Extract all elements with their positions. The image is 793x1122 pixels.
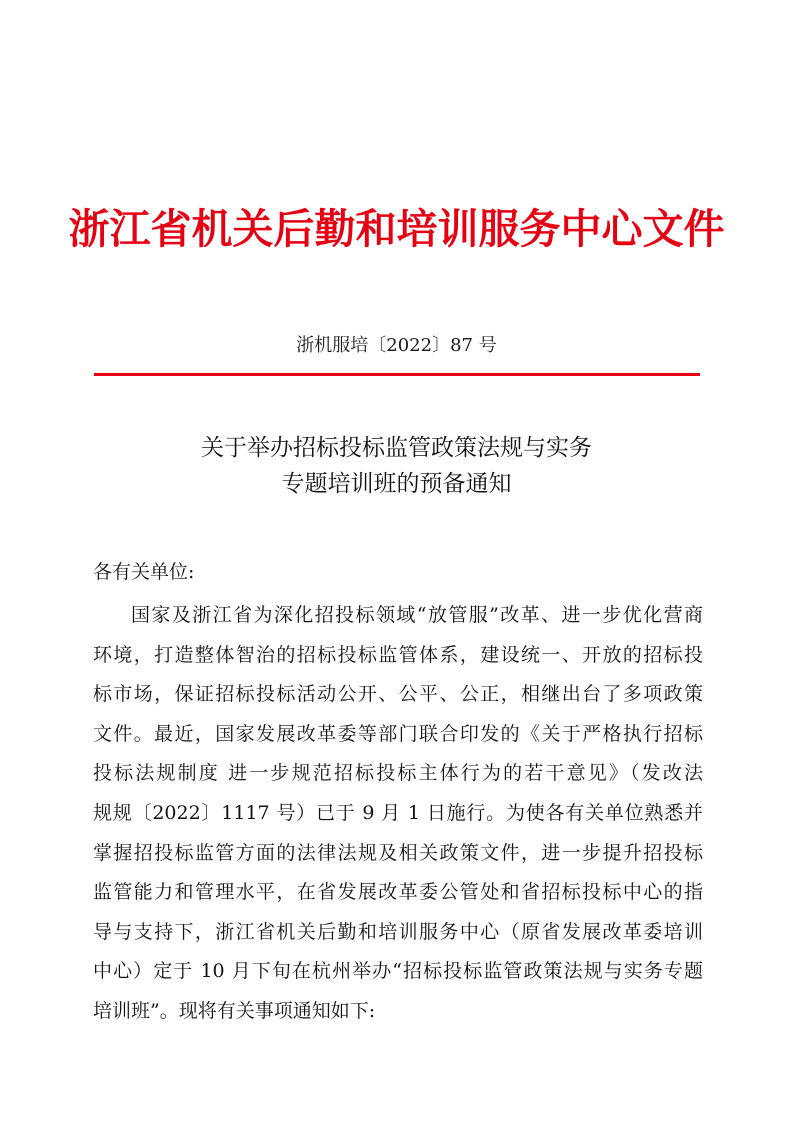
body-line: 文件。最近，国家发展改革委等部门联合印发的《关于严格执行招标 [93, 722, 703, 745]
body-line: 培训班”。现将有关事项通知如下: [93, 999, 376, 1022]
subject-line-2: 专题培训班的预备通知 [281, 471, 512, 497]
body-paragraph [93, 596, 703, 1032]
notice-subject [0, 430, 793, 502]
body-line: 环境，打造整体智治的招标投标监管体系，建设统一、开放的招标投 [93, 643, 703, 666]
body-line: 中心）定于 10 月下旬在杭州举办“招标投标监管政策法规与实务专题 [93, 960, 703, 983]
body-line: 掌握招投标监管方面的法律法规及相关政策文件，进一步提升招投标 [93, 841, 703, 864]
red-divider [94, 373, 700, 376]
body-line: 导与支持下，浙江省机关后勤和培训服务中心（原省发展改革委培训 [93, 920, 703, 943]
document-number: 浙机服培〔2022〕87 号 [296, 335, 497, 356]
issuer-title: 浙江省机关后勤和培训服务中心文件 [68, 205, 725, 253]
body-line: 规规〔2022〕1117 号）已于 9 月 1 日施行。为使各有关单位熟悉并 [93, 801, 703, 824]
body-line: 国家及浙江省为深化招投标领域“放管服”改革、进一步优化营商 [131, 604, 703, 626]
salutation: 各有关单位: [93, 561, 195, 583]
body-line: 标市场，保证招标投标活动公开、公平、公正，相继出台了多项政策 [93, 683, 703, 706]
subject-line-1: 关于举办招标投标监管政策法规与实务 [201, 435, 592, 461]
body-line: 监管能力和管理水平，在省发展改革委公管处和省招标投标中心的指 [93, 881, 703, 904]
body-line: 投标法规制度 进一步规范招标投标主体行为的若干意见》（发改法 [93, 762, 703, 785]
